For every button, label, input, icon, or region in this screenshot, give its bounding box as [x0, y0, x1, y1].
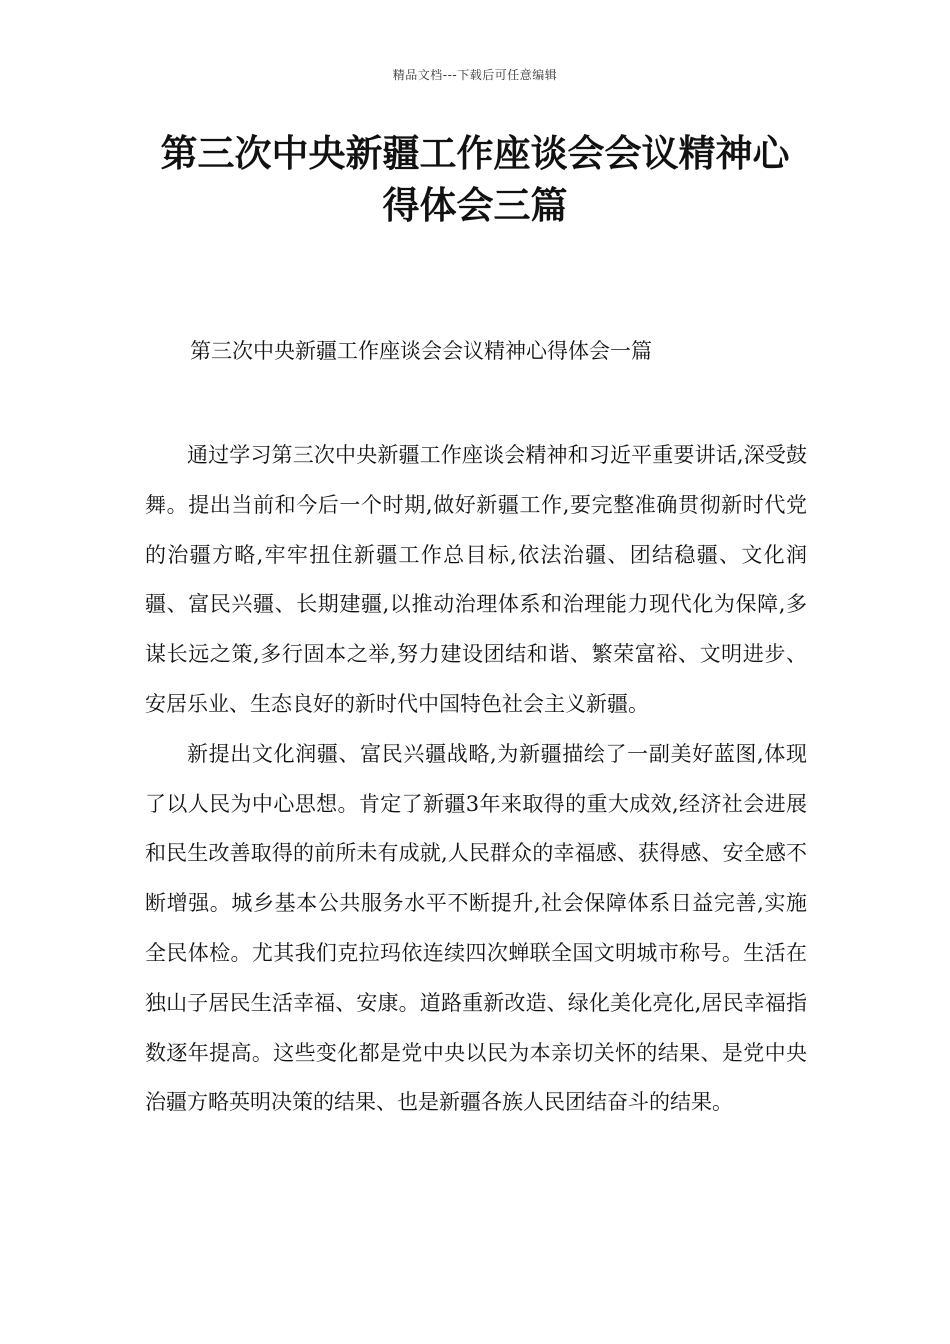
header-note: 精品文档---下载后可任意编辑 — [392, 68, 558, 82]
section-subtitle: 第三次中央新疆工作座谈会会议精神心得体会一篇 — [190, 339, 652, 363]
body-text — [145, 431, 807, 1128]
paragraph: 通过学习第三次中央新疆工作座谈会精神和习近平重要讲话,深受鼓舞。提出当前和今后一个时期,做好新疆工作,要完整准确贯彻新时代党的治疆方略,牢牢扭住新疆工作总目标,依法治疆、团结稳疆、文化润疆、富民兴疆、长期建疆,以推动治理体系和治理能力现代化为保障,多谋长远之策,多行固本之举,努力建设团结和谐、繁荣富裕、文明进步、安居乐业、生态良好的新时代中国特色社会主义新疆。 — [145, 443, 807, 716]
document-title-line-2: 得体会三篇 — [382, 184, 568, 227]
document-title-line-1: 第三次中央新疆工作座谈会会议精神心 — [160, 132, 790, 175]
document-title — [140, 128, 810, 232]
paragraph: 新提出文化润疆、富民兴疆战略,为新疆描绘了一副美好蓝图,体现了以人民为中心思想。肯定了新疆3年来取得的重大成效,经济社会进展和民生改善取得的前所未有成就,人民群众的幸福感、获得感、安全感不断增强。城乡基本公共服务水平不断提升,社会保障体系日益完善,实施全民体检。尤其我们克拉玛依连续四次蝉联全国文明城市称号。生活在独山子居民生活幸福、安康。道路重新改造、绿化美化亮化,居民幸福指数逐年提高。这些变化都是党中央以民为本亲切关怀的结果、是党中央治疆方略英明决策的结果、也是新疆各族人民团结奋斗的结果。 — [145, 741, 807, 1115]
